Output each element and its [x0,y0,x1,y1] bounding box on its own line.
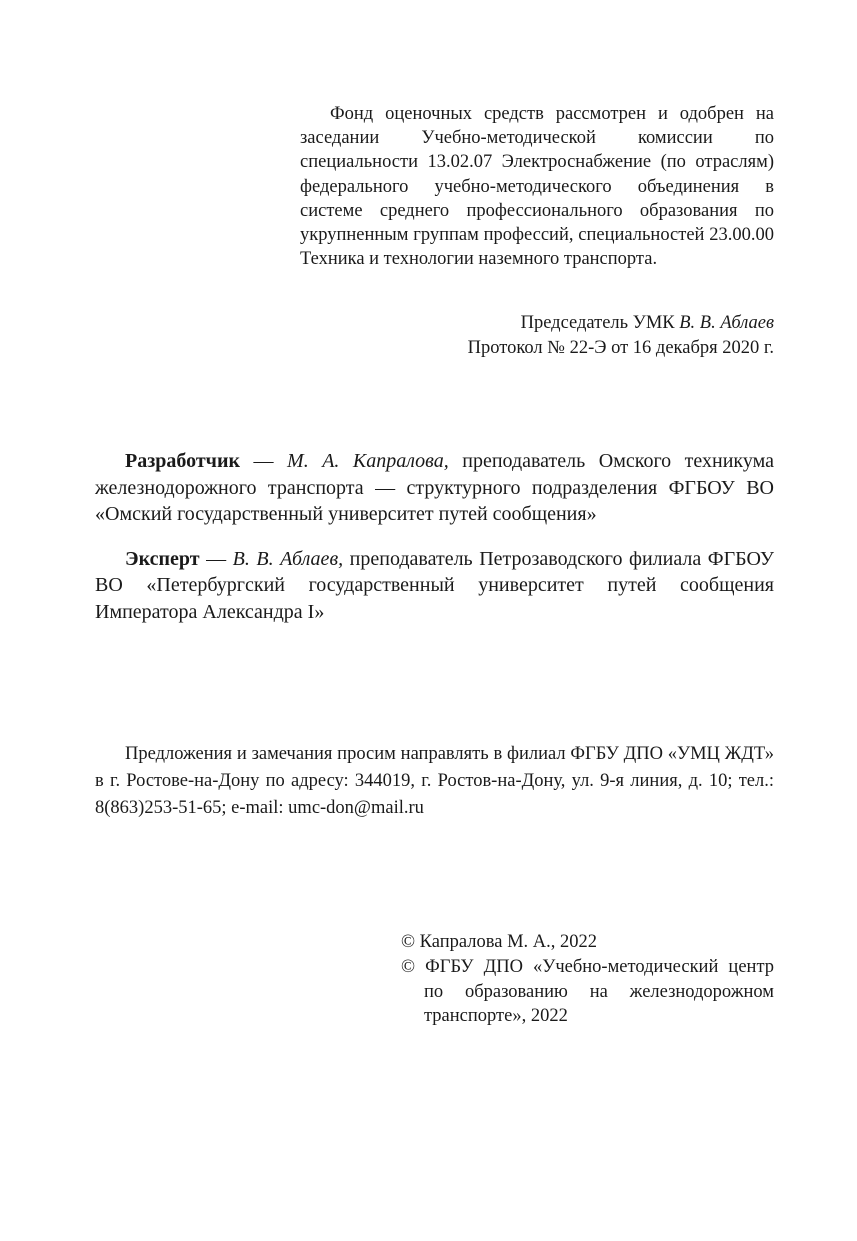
developer-role: Разработчик [125,450,240,472]
developer-description: преподаватель Омского техникума железнодорожного транспорта — структурного подразделения ФГБОУ ВО «Омский государственный университет путей сообщения» [95,450,775,525]
copyright-author: © Капралова М. А., 2022 [401,932,598,952]
developer-entry [95,448,774,528]
approval-statement: Фонд оценочных средств рассмотрен и одобрен на заседании Учебно-методической комиссии по специальности 13.02.07 Электроснабжение (по отраслям) федерального учебно-методического объединения в системе среднего профессионального образования по укрупненным группам профессий, специальностей 23.00.00 Техника и технологии наземного транспорта. [300,104,774,270]
expert-dash: — [199,547,233,570]
developer-dash: — [240,450,288,472]
expert-entry [95,546,774,626]
copyright-publisher: © ФГБУ ДПО «Учебно-методический центр по образованию на железнодорожном транспорте», 2022 [401,956,774,1027]
protocol-line: Протокол № 22-Э от 16 декабря 2020 г. [467,337,774,358]
expert-description: преподаватель Петрозаводского филиала ФГБОУ ВО «Петербургский государственный университет путей сообщения Императора Александра I» [95,547,774,623]
copyright-block [401,930,774,1029]
authors-block [95,448,774,625]
chair-line [468,311,774,336]
developer-name: М. А. Капралова, [287,450,449,472]
expert-name: В. В. Аблаев, [232,547,344,570]
expert-role: Эксперт [125,547,200,570]
chair-label: Председатель УМК [520,313,675,333]
approval-signature [468,311,774,360]
chair-name: В. В. Аблаев [679,313,774,333]
contact-info: Предложения и замечания просим направлять в филиал ФГБУ ДПО «УМЦ ЖДТ» в г. Ростове-на-Дону по адресу: 344019, г. Ростов-на-Дону, ул. 9-я линия, д. 10; тел.: 8(863)253-51-65; e-mail: umc-don@mail.ru [95,744,774,818]
